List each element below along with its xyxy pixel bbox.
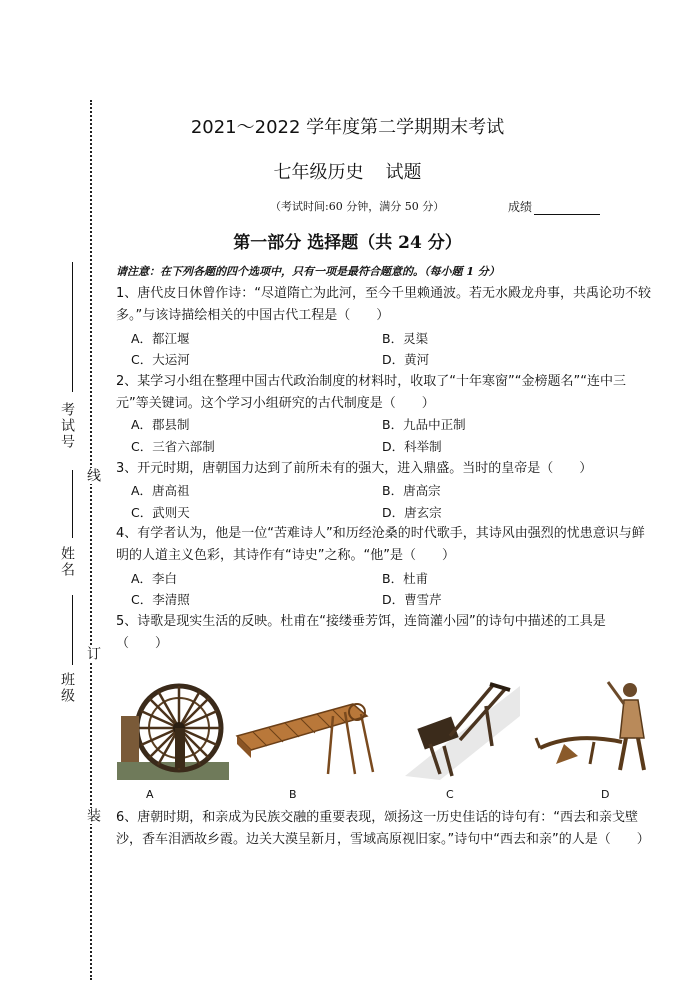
q2-option-b: B．九品中正制	[382, 417, 466, 432]
subtitle-subject: 七年级历史	[273, 162, 364, 183]
question-4-stem: 4、有学者认为，他是一位“苦难诗人”和历经沧桑的时代歌手，其诗风由强烈的忧患意识与鲜明的人道主义色彩，其诗作有“诗史”之称。“他”是（ ）	[116, 526, 645, 563]
exam-title: 2021～2022 学年度第二学期期末考试	[190, 117, 505, 138]
score-blank	[534, 202, 600, 215]
q1-option-a: A．都江堰	[131, 331, 190, 346]
binding-line-mark: 线	[85, 468, 101, 484]
q3-option-b: B．唐高宗	[382, 483, 441, 498]
q3-option-c: C．武则天	[131, 505, 190, 520]
image-label-d: D	[601, 788, 610, 801]
water-cart-tool-image	[400, 676, 520, 780]
q2-option-d: D．科举制	[382, 439, 442, 454]
question-5-stem: 5、诗歌是现实生活的反映。杜甫在“接缕垂芳饵，连筒灌小园”的诗句中描述的工具是（ ）	[116, 614, 606, 651]
q1-option-d: D．黄河	[382, 352, 430, 367]
binding-bind-mark: 订	[85, 646, 101, 662]
image-label-c: C	[446, 788, 454, 801]
plough-man-image	[534, 676, 660, 780]
q2-option-c: C．三省六部制	[131, 439, 215, 454]
subtitle-kind: 试题	[385, 162, 422, 183]
name-fill-line	[72, 470, 73, 538]
exam-info: （考试时间:60 分钟，满分 50 分）	[270, 200, 445, 213]
q1-option-c: C．大运河	[131, 352, 190, 367]
exam-no-label: 考试号	[59, 402, 75, 450]
q3-option-d: D．唐玄宗	[382, 505, 442, 520]
q4-option-b: B．杜甫	[382, 571, 429, 586]
section-note: 请注意：在下列各题的四个选项中，只有一项是最符合题意的。（每小题 1 分）	[116, 265, 500, 278]
exam-subtitle	[0, 158, 695, 184]
q4-option-a: A．李白	[131, 571, 178, 586]
binding-seal-mark: 装	[85, 808, 101, 824]
exam-no-fill-line	[72, 262, 73, 392]
question-2-stem: 2、某学习小组在整理中国古代政治制度的材料时，收取了“十年寒窗”“金榜题名”“连中三元”等关键词。这个学习小组研究的古代制度是（ ）	[116, 374, 626, 411]
waterwheel-image	[117, 676, 229, 780]
q2-option-a: A．郡县制	[131, 417, 190, 432]
image-label-a: A	[146, 788, 154, 801]
q4-option-d: D．曹雪芹	[382, 592, 442, 607]
name-label: 姓名	[59, 546, 75, 578]
class-fill-line	[72, 595, 73, 665]
q3-option-a: A．唐高祖	[131, 483, 190, 498]
section-title: 第一部分 选择题（共 24 分）	[233, 233, 462, 253]
q4-option-c: C．李清照	[131, 592, 190, 607]
score-label: 成绩	[508, 200, 533, 214]
score-field	[508, 198, 600, 215]
image-label-b: B	[289, 788, 297, 801]
q1-option-b: B．灵渠	[382, 331, 429, 346]
dragon-bone-waterwheel-image	[233, 676, 376, 780]
question-3-stem: 3、开元时期，唐朝国力达到了前所未有的强大，进入鼎盛。当时的皇帝是（ ）	[116, 461, 593, 476]
question-6-stem: 6、唐朝时期，和亲成为民族交融的重要表现，颂扬这一历史佳话的诗句有：“西去和亲戈壁沙，香车泪洒故乡霞。边关大漠呈新月，雪域高原视旧家。”诗句中“西去和亲”的人是（ ）	[116, 810, 650, 847]
class-label: 班级	[59, 672, 75, 704]
question-1-stem: 1、唐代皮日休曾作诗：“尽道隋亡为此河，至今千里赖通波。若无水殿龙舟事，共禹论功不较多。”与该诗描绘相关的中国古代工程是（ ）	[116, 286, 652, 323]
